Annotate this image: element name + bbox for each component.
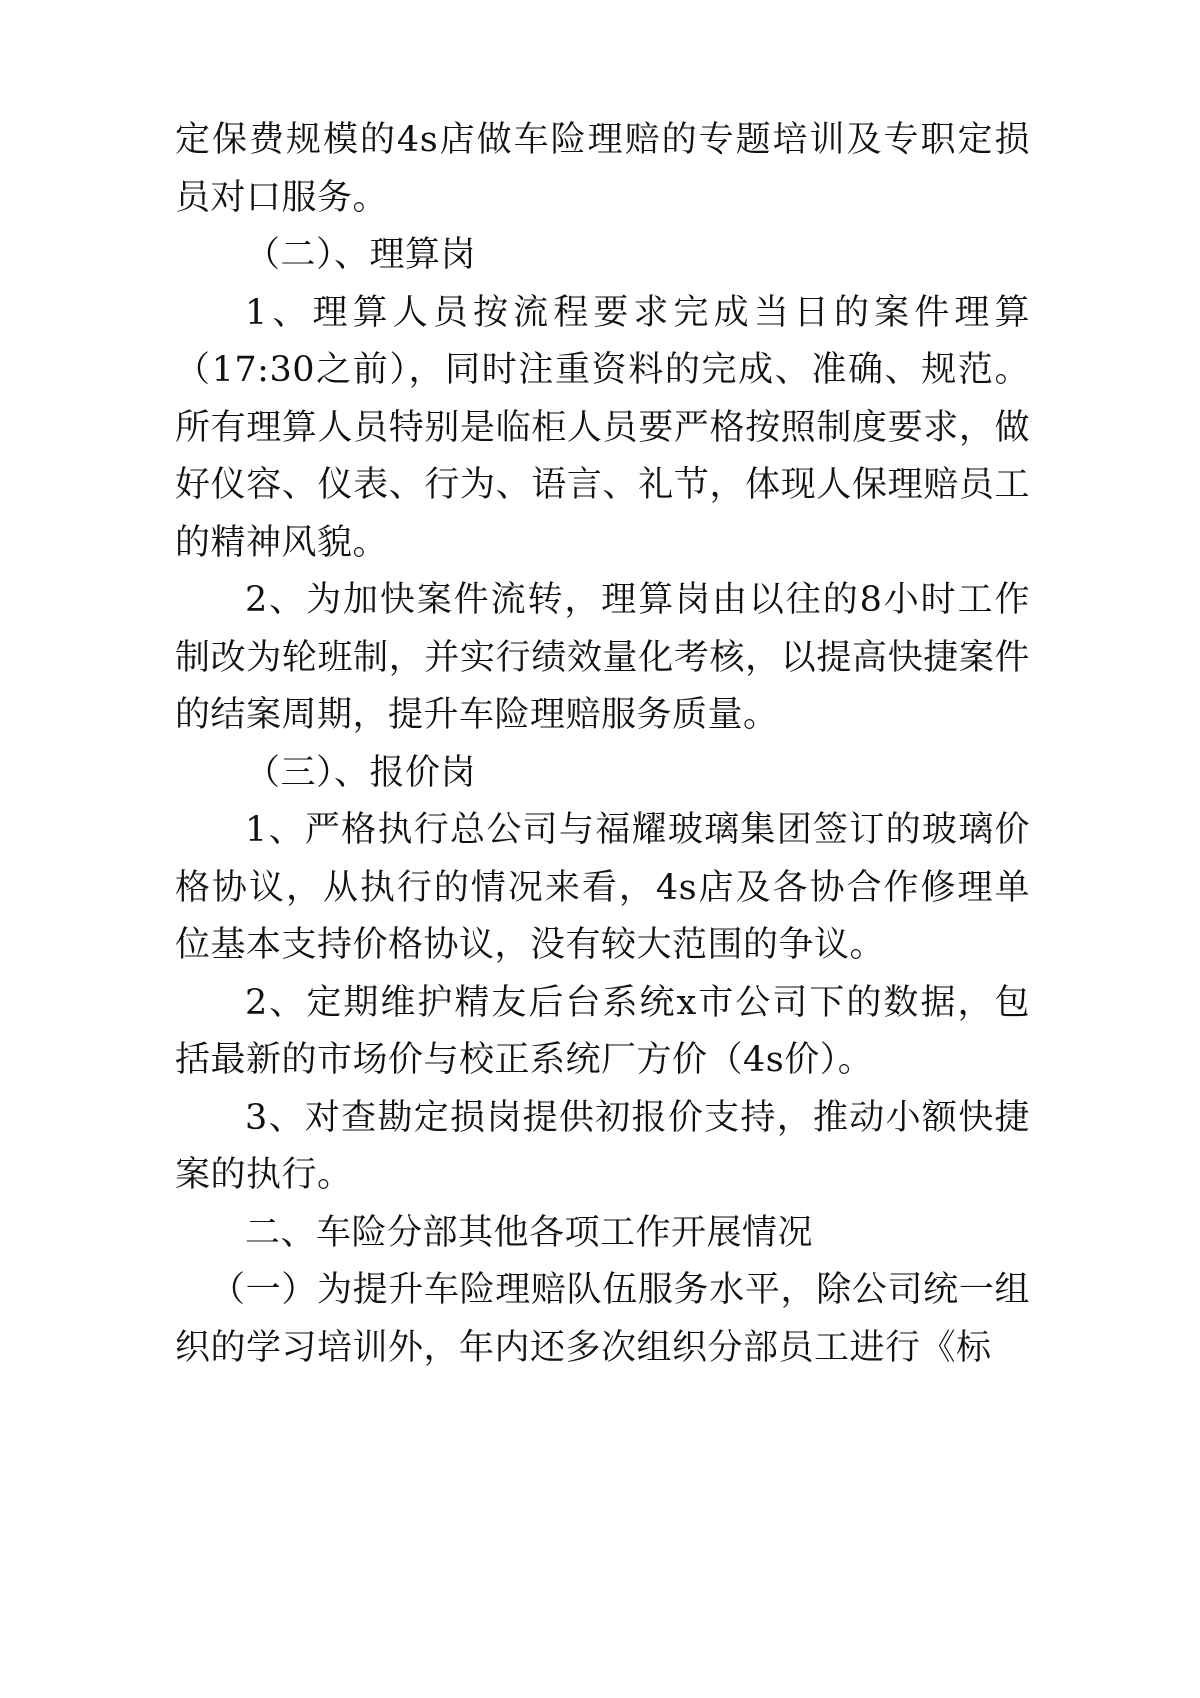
- paragraph-continued: 定保费规模的4s店做车险理赔的专题培训及专职定损员对口服务。: [175, 120, 1030, 218]
- paragraph-quotation-1: 1、严格执行总公司与福耀玻璃集团签订的玻璃价格协议，从执行的情况来看，4s店及各协合作修理单位基本支持价格协议，没有较大范围的争议。: [175, 810, 1030, 965]
- paragraph-quotation-2: 2、定期维护精友后台系统x市公司下的数据，包括最新的市场价与校正系统厂方价（4s价）。: [175, 982, 1030, 1080]
- section-heading-settlement: （二）、理算岗: [245, 235, 477, 275]
- paragraph-other-work-1: （一）为提升车险理赔队伍服务水平，除公司统一组织的学习培训外，年内还多次组织分部员工进行《标: [175, 1270, 1030, 1368]
- paragraph-quotation-3: 3、对查勘定损岗提供初报价支持，推动小额快捷案的执行。: [175, 1097, 1030, 1195]
- section-heading-quotation: （三）、报价岗: [245, 752, 477, 793]
- document-body: [175, 112, 1030, 1377]
- paragraph-settlement-2: 2、为加快案件流转，理算岗由以往的8小时工作制改为轮班制，并实行绩效量化考核，以提高快捷案件的结案周期，提升车险理赔服务质量。: [175, 580, 1030, 735]
- paragraph-settlement-1: 1、理算人员按流程要求完成当日的案件理算（17:30之前），同时注重资料的完成、准确、规范。所有理算人员特别是临柜人员要严格按照制度要求，做好仪容、仪表、行为、语言、礼节，体现人保理赔员工的精神风貌。: [175, 292, 1030, 563]
- section-heading-other-work: 二、车险分部其他各项工作开展情况: [245, 1212, 814, 1253]
